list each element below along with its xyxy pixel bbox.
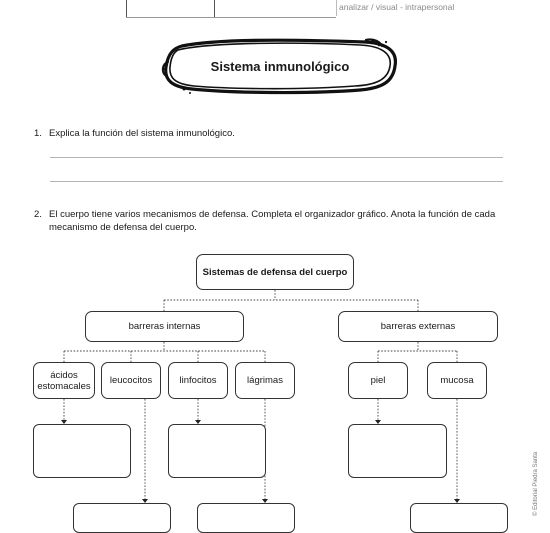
publisher-credit: © Editorial Piedra Santa bbox=[533, 451, 539, 516]
answer-box-acidos[interactable] bbox=[33, 424, 131, 478]
node-lagrimas: lágrimas bbox=[235, 362, 295, 399]
question-2-line1: El cuerpo tiene varios mecanismos de defensa. Completa el organizador gráfico. Anota la función de cada bbox=[49, 209, 496, 220]
organizer-root: Sistemas de defensa del cuerpo bbox=[196, 254, 354, 290]
node-leucocitos: leucocitos bbox=[101, 362, 161, 399]
question-2-line2: mecanismo de defensa del cuerpo. bbox=[49, 222, 197, 233]
question-2-number: 2. bbox=[34, 209, 42, 220]
node-acidos-line1: ácidos bbox=[50, 369, 78, 381]
page-title: Sistema inmunológico bbox=[210, 58, 350, 74]
node-linfocitos: linfocitos bbox=[168, 362, 228, 399]
node-acidos-line2: estomacales bbox=[37, 380, 91, 392]
answer-box-linfocitos[interactable] bbox=[168, 424, 266, 478]
answer-box-leucocitos[interactable] bbox=[73, 503, 171, 533]
node-mucosa: mucosa bbox=[427, 362, 487, 399]
node-barreras-externas: barreras externas bbox=[338, 311, 498, 342]
node-acidos-estomacales bbox=[33, 362, 95, 399]
node-piel: piel bbox=[348, 362, 408, 399]
answer-box-lagrimas[interactable] bbox=[197, 503, 295, 533]
question-1-text: Explica la función del sistema inmunológico. bbox=[49, 128, 235, 139]
answer-box-piel[interactable] bbox=[348, 424, 447, 478]
node-barreras-internas: barreras internas bbox=[85, 311, 244, 342]
question-1-number: 1. bbox=[34, 128, 42, 139]
header-competency: analizar / visual - intrapersonal bbox=[339, 2, 455, 12]
answer-box-mucosa[interactable] bbox=[410, 503, 508, 533]
